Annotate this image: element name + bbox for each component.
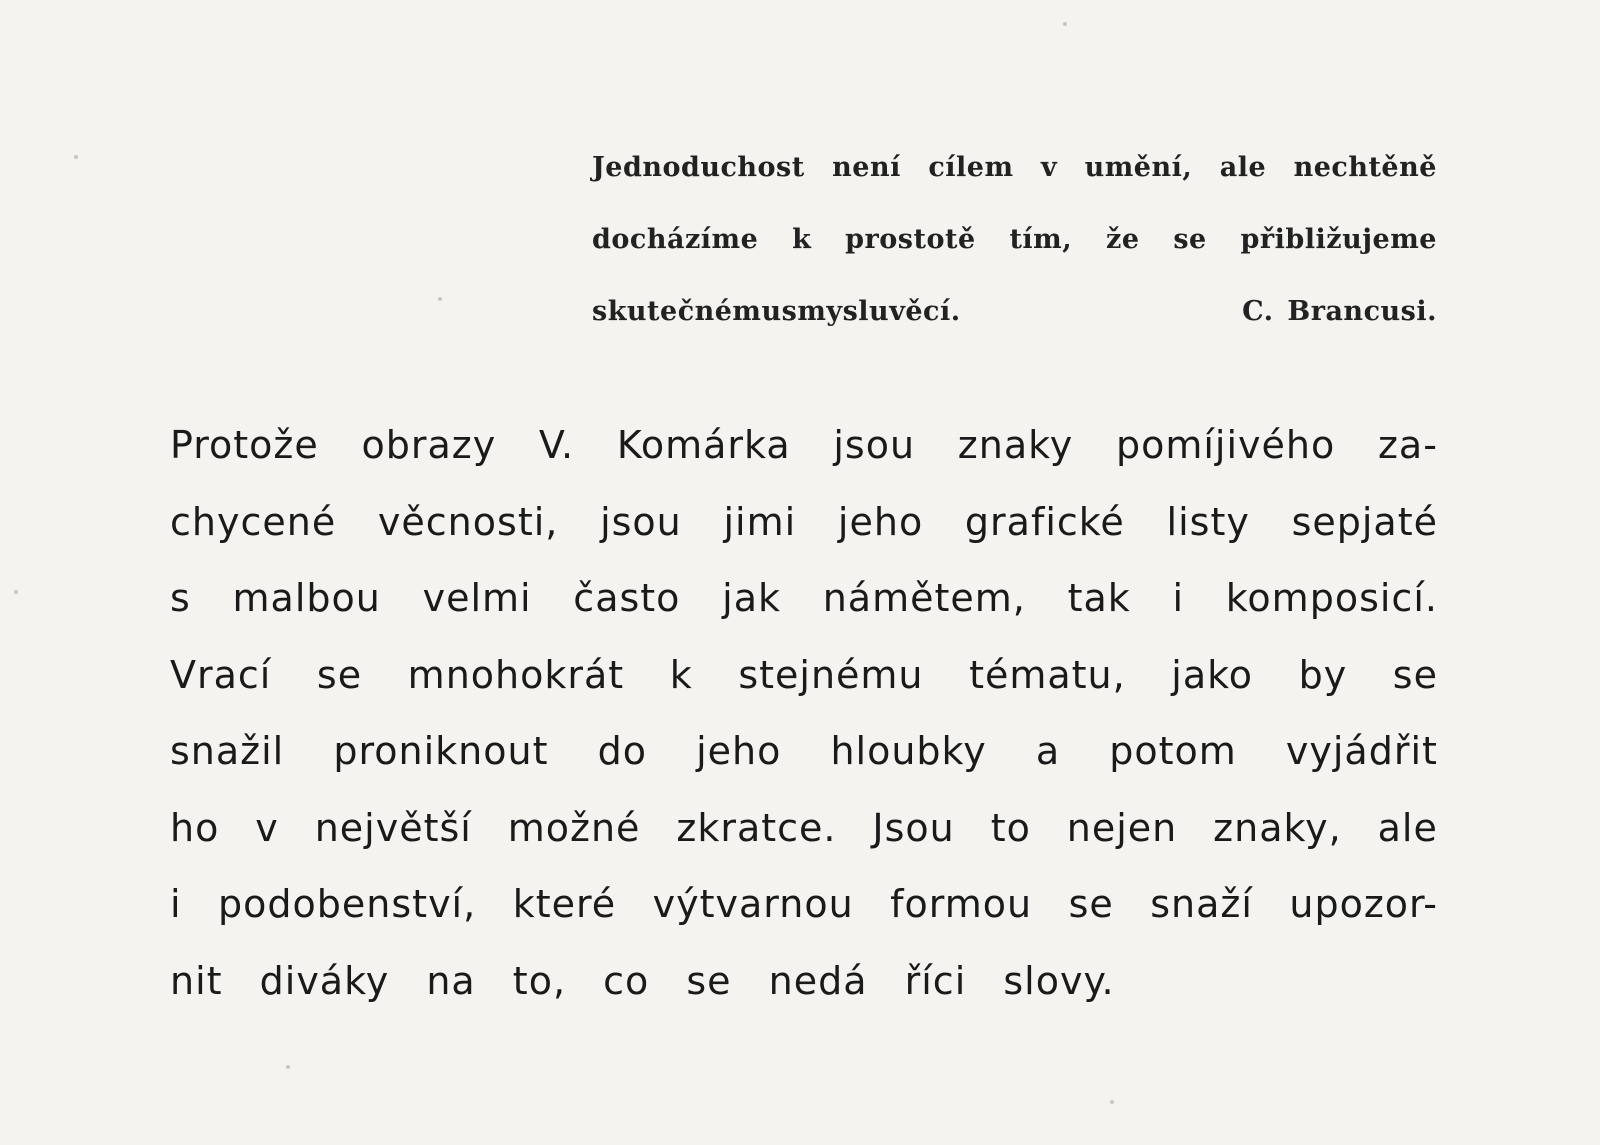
- word: snažil: [170, 729, 285, 773]
- word: tak: [1067, 576, 1131, 620]
- word: tím,: [1009, 224, 1073, 255]
- word: [961, 294, 1242, 366]
- word: v: [255, 805, 279, 850]
- epigraph-quote: [592, 150, 1437, 366]
- word: docházíme: [592, 224, 759, 255]
- paragraph-line: [170, 803, 1438, 880]
- paragraph-line: [170, 956, 1438, 1033]
- word: stejnému: [738, 652, 924, 697]
- word: prostotě: [845, 224, 976, 255]
- word: i: [170, 882, 182, 926]
- word: V.: [538, 423, 575, 467]
- paragraph-line: [170, 650, 1438, 727]
- word: se: [686, 958, 732, 1003]
- word: říci: [904, 958, 967, 1003]
- word: skutečnému: [592, 296, 782, 327]
- word: jeho: [696, 729, 782, 773]
- epigraph-author: C. Brancusi.: [1242, 296, 1437, 327]
- body-paragraph: [170, 420, 1438, 1032]
- word: cílem: [928, 152, 1014, 183]
- word: k: [792, 224, 812, 255]
- epigraph-line: [592, 294, 1437, 366]
- word: slovy.: [1003, 958, 1115, 1003]
- epigraph-line: [592, 150, 1437, 222]
- word: smyslu: [781, 296, 890, 327]
- word: za-: [1377, 423, 1438, 467]
- word: podobenství,: [218, 882, 477, 926]
- word: Vrací: [170, 652, 272, 697]
- word: potom: [1109, 729, 1237, 773]
- word: ale: [1219, 152, 1267, 183]
- word: Protože: [170, 423, 319, 467]
- word: věcnosti,: [377, 499, 559, 544]
- word: co: [603, 958, 650, 1003]
- word: upozor-: [1289, 882, 1438, 926]
- word: to: [990, 805, 1031, 850]
- word: snaží: [1150, 882, 1253, 926]
- word: se: [316, 652, 363, 697]
- word: jsou: [600, 499, 682, 544]
- word: s: [170, 576, 191, 620]
- word: v: [1040, 152, 1058, 183]
- word: Komárka: [616, 423, 791, 467]
- word: umění,: [1084, 152, 1193, 183]
- paragraph-line: [170, 497, 1438, 574]
- word: tématu,: [969, 652, 1126, 697]
- word: do: [597, 729, 647, 773]
- word: hloubky: [830, 729, 987, 773]
- word: jimi: [723, 499, 797, 544]
- word: výtvarnou: [652, 882, 854, 926]
- word: i: [1172, 576, 1185, 620]
- word: ale: [1377, 805, 1438, 850]
- word: znaky,: [1213, 805, 1342, 850]
- word: grafické: [964, 499, 1125, 544]
- word: které: [512, 882, 617, 926]
- word: nejen: [1066, 805, 1178, 850]
- word: a: [1035, 729, 1061, 773]
- paper-speck: [14, 590, 18, 594]
- word: velmi: [422, 576, 532, 620]
- paragraph-line: [170, 573, 1438, 650]
- word: sepjaté: [1291, 499, 1438, 544]
- word: že: [1105, 224, 1140, 255]
- word: se: [1173, 224, 1207, 255]
- paper-speck: [286, 1065, 290, 1069]
- word: proniknout: [333, 729, 549, 773]
- word: vyjádřit: [1285, 729, 1438, 773]
- word: není: [832, 152, 901, 183]
- word: se: [1392, 652, 1438, 697]
- word: by: [1298, 652, 1348, 697]
- word: se: [1068, 882, 1114, 926]
- word: přibližujeme: [1240, 224, 1437, 255]
- word: pomíjivého: [1115, 423, 1336, 467]
- word: námětem,: [822, 576, 1026, 620]
- word: formou: [890, 882, 1033, 926]
- paper-speck: [1110, 1100, 1114, 1104]
- word: ho: [170, 805, 220, 850]
- word: věcí.: [889, 296, 961, 327]
- word: jsou: [833, 423, 916, 467]
- word: nit: [170, 958, 223, 1003]
- word: často: [573, 576, 681, 620]
- paper-speck: [438, 297, 442, 301]
- word: listy: [1166, 499, 1250, 544]
- word: komposicí.: [1225, 576, 1438, 620]
- paragraph-line: [170, 879, 1438, 956]
- word: zkratce.: [676, 805, 837, 850]
- word: znaky: [957, 423, 1074, 467]
- word: jak: [722, 576, 781, 620]
- paper-speck: [1063, 22, 1067, 26]
- paragraph-line: [170, 726, 1438, 803]
- paper-speck: [74, 155, 78, 159]
- word: obrazy: [361, 423, 497, 467]
- word: jako: [1171, 652, 1254, 697]
- word: malbou: [232, 576, 381, 620]
- paragraph-line: [170, 420, 1438, 497]
- word: nedá: [768, 958, 868, 1003]
- word: nechtěně: [1293, 152, 1437, 183]
- word: Jsou: [872, 805, 955, 850]
- word: mnohokrát: [407, 652, 625, 697]
- word: chycené: [170, 499, 337, 544]
- word: diváky: [259, 958, 390, 1003]
- word: na: [426, 958, 476, 1003]
- word: Jednoduchost: [592, 152, 805, 183]
- word: možné: [507, 805, 641, 850]
- word: největší: [314, 805, 472, 850]
- word: k: [669, 652, 693, 697]
- word: to,: [512, 958, 567, 1003]
- word: jeho: [837, 499, 924, 544]
- epigraph-line: [592, 222, 1437, 294]
